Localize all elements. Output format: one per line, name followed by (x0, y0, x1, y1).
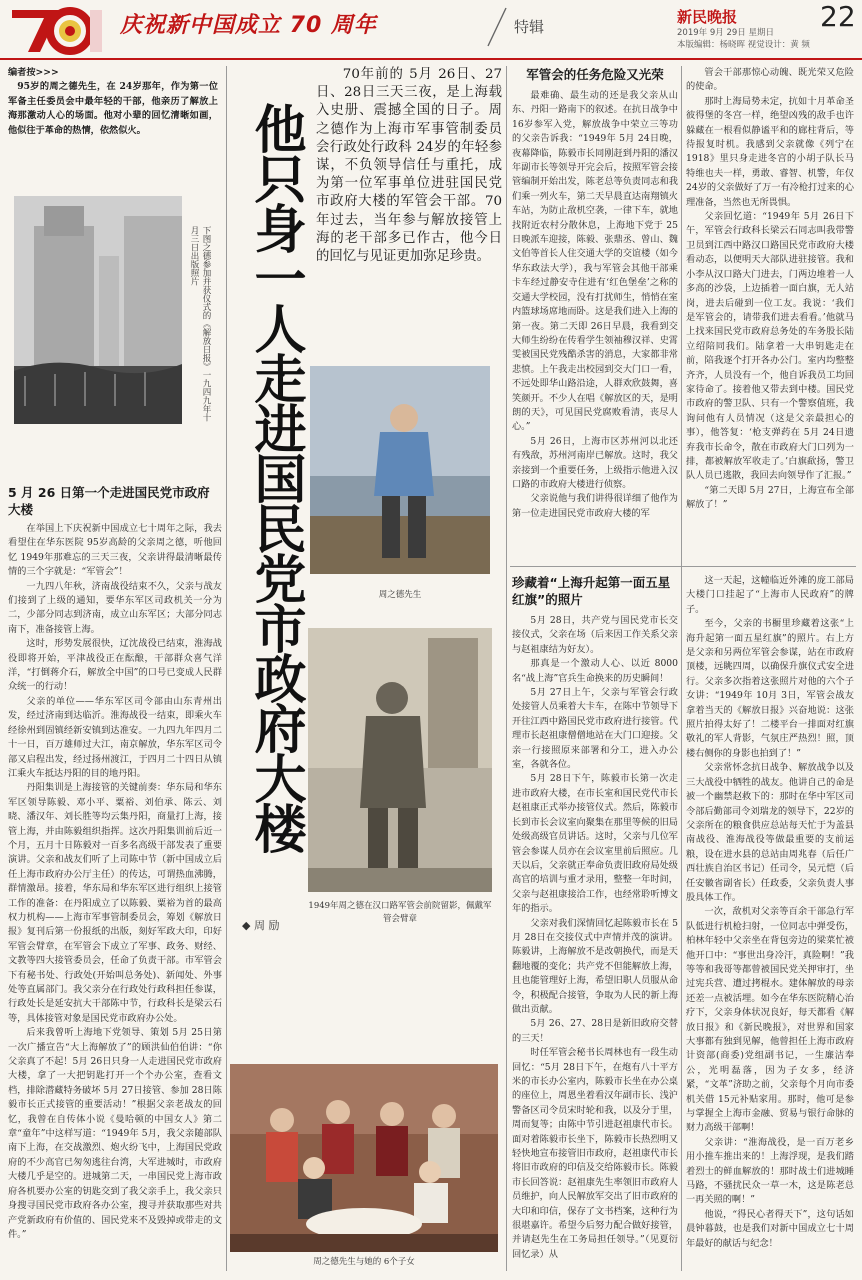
paragraph: 父亲回忆道：“1949年 5月 26日下午，军管会行政科长梁云石同志叫我带警卫员到江西中路汉口路国民党市政府大楼看动态，以便明天大部队进驻接管。我和小李从汉口路大门进去，门两边堆着一人多高的沙袋，上边插着一面白旗，无人站岗，进去后碰到一位工友。我说：‘我们是军管会的，请带我们进去看看。’他就马上找来国民党市政府总务处的车务股长陆立绍陪同我们。陆拿着一大串钥匙走在前，陪我逐个打开各办公门。室内均整整齐齐，人员没有一个，他自诉我员工均回家待命了。接着他又带去到中楼。国民党市政府的警卫队、只有一个警察值班，我询问他有人员情况（这是父亲最担心的事），他答复：‘枪支弹药在 5月 24日遗弃我市长命令，散在市政府大门口列为一排，都被解放军收走了。’白旗歃扬，警卫队人员已逃散，我回去向领导作了汇报。” (686, 211, 854, 482)
section-label: 特辑 (514, 18, 545, 36)
paragraph: 5月 28日下午，陈毅市长第一次走进市政府大楼，在市长室和国民党代市长赵祖康正式举办接管仪式。然后，陈毅市长到市长会议室向聚集在那里等候的旧局处级高级官员讲话。这时，父亲与几位军管会参谋人员亦在会议室里前后照应。几天以后，父亲就正奉命负责旧政府局处级高官的培训与重才录用，整整一年时间，父亲与赵祖康接洽工作，也经常聆听博文年的指示。 (512, 773, 678, 915)
parade-photo (14, 196, 182, 424)
paragraph: 5月 27日上午，父亲与军管会行政处接管人员乘着大卡车，在陈中节领导下开往江西中路国民党市政府进行接管。代理市长赵祖康僧僧地站在大门口迎接。父亲一行接照原来部署和分工，进入办公室，各就各位。 (512, 687, 678, 771)
family-photo-image (230, 1064, 498, 1252)
section1-heading: 5 月 26 日第一个走进国民党市政府大楼 (8, 485, 210, 517)
paragraph: 至今，父亲的书橱里珍藏着这张“上海升起第一面五星红旗”的照片。右上方是父亲和另两位军管会参谋，站在市政府顶楼，远眺四周，以确保升旗仪式安全进行。父亲多次指着这张照片对他的六个子女讲：“1949年 10月 3日，军管会战友拿着当天的《解放日报》兴奋地说：这张照片拍得太好了！二楼平台一排面对红旗敬礼的军人背影，气氛庄严热烈！照，顶楼右侧你的身影也拍到了！” (686, 618, 854, 759)
column-divider (681, 66, 682, 1271)
section3 (512, 574, 678, 1274)
section3-heading: 珍藏着“上海升起第一面五星红旗”的照片 (512, 575, 671, 607)
editor-credits: 本版编辑：杨晓晖 视觉设计：黄 频 (677, 40, 810, 50)
family-photo (230, 1064, 498, 1252)
paragraph: 5月 26、27、28日是新旧政府交替的三天！ (512, 1018, 678, 1044)
soldier-photo-image (308, 628, 492, 892)
paragraph: 父亲常怀念抗日战争、解放战争以及三大战役中牺牲的战友。他讲自己的命是被一个幽禁赵救下的：那时在华中军区司令部后勤部司令刘瑞龙的领导下，22岁的父亲所在的粮食供应总站每天忙于为盖县南战役、淮海战役等做最重要的支前运粮，设在进水县的总站由周兆春（后任广西壮族自治区书记）任司令，吴元恺（后任安徽省副省长）任政委，父亲负责人事股具体工作。 (686, 762, 854, 903)
paragraph: 这一天起，这幢临近外滩的庞工部局大楼门口挂起了“上海市人民政府”的牌子。 (686, 575, 854, 615)
section2 (512, 66, 678, 594)
portrait-photo (310, 366, 490, 574)
portrait-photo-caption: 周之德先生 (378, 590, 422, 600)
paragraph: 父亲说他与我们讲得很详细了他作为第一位走进国民党市政府大楼的军 (512, 493, 678, 519)
lede: 70年前的 5月 26日、27日、28日三天三夜，是上海载入史册、震撼全国的日子。周之德作为上海市军事管制委员会行政处行政科 24岁的年轻参谋，不负领导信任与重托，成为第一位军事单位进驻国民党市政府大楼的军管会干部。70年过去，当年参与解放接管上海的老干部多已作古，他今日的回忆与见证更加弥足珍贵。 (316, 67, 502, 265)
parade-photo-image (14, 196, 182, 424)
paragraph: 在举国上下庆祝新中国成立七十周年之际，我去看望住在华东医院 95岁高龄的父亲周之德，听他回忆 1949年那难忘的三天三夜，父亲讲得最清晰最传情的三个字就是：“军管会”！ (8, 523, 222, 578)
paragraph: 丹阳集训是上海接管的关键前奏：华东局和华东军区领导陈毅、邓小平、粟裕、刘伯承、陈云、刘晓、潘汉年、刘长胜等均云集丹阳，商量打上海，接管上海，并由陈毅组织指挥。这次丹阳集训前后近一个月，五月十日陈毅对一百多名高级干部发表了重要演讲。父亲和战友们听了上司陈中节（新中国成立后任上海市政府办公厅主任）的传达，可谓热血沸腾，群情激昂。接着，华东局和华东军区进行组织上接管工作的准备：在丹阳成立了以陈毅、粟裕为首的最高权力机构——上海市军事管制委员会，筹划《解放日报》复刊后第一份报纸的出版，刻好军政大印，印好军管会臂章，在军管会下成立了军事、政务、财经、文教等四大接管委员会，任命了负责干部。市军管会下有秘书处、行政处(开始叫总务处)、新闻处、外事处等直属部门。我父亲分在行政处行政科担任参谋，行政处长是延安抗大干部陈中节，行政科长是梁云石等，具体接管对象是国民党市政府办公处。 (8, 782, 222, 1024)
paragraph: 后来我曾听上海地下党领导、策划 5月 25日第一次广播宣告“大上海解放了”的顾洪仙伯伯讲：“你父亲真了不起！5月 26日只身一人走进国民党市政府大楼，拿了一大把钥匙打开一个个办公室，查看文档，排除潜藏特务破坏 5月 27日接管、参加 28日陈毅市长正式接管的重要活动！”根据父亲老战友的回忆，我曾在自传体小说《曼哈顿的中国女人》第二章“童年”中这样写道：“1949年 5月，我父亲随部队南下上海，在交战激烈、炮火纷飞中，上海国民党政府的不少高官已匆匆逃往台湾，大军进城时，市政府大楼几乎是空的。进城第二天，一串国民党上海市政府各机要办公室的钥匙交到了我父亲手上，我父亲只身搜寻国民党市政府各办公室，搜寻并获取那些对共产党新政府有价值的、国民党来不及毁掉或带走的文件。” (8, 1027, 222, 1240)
column-divider (506, 66, 507, 1271)
paragraph: 5月 26日，上海市区苏州河以北还有残敌，苏州河南岸已解放。这时，我父亲接到一个重要任务，上级指示他进入汉口路的市政府大楼进行侦察。 (512, 435, 678, 490)
section1-body (8, 522, 222, 1262)
paragraph: 这时，形势发展很快，辽沈战役已结束，淮海战役即将开始，平津战役正在酝酿，干部群众喜气洋洋，“打倒蒋介石，解放全中国”的口号已变成人民群众统一的行动！ (8, 638, 222, 693)
editor-note (8, 66, 218, 158)
section2-heading: 军管会的任务危险又光荣 (526, 67, 664, 82)
author-byline: ◆ 周 励 (242, 919, 280, 932)
anniversary-70-emblem (6, 2, 102, 56)
soldier-photo (308, 628, 492, 892)
editor-note-text: 95岁的周之德先生，在 24岁那年，作为第一位军备主任委员会中最年轻的干部，他亲历了解放上海那激动人心的场面。他对小辈的回忆清晰如画，他似往于革命的热情，依然似火。 (8, 81, 218, 136)
paragraph: 管会干部那惊心动魄、既光荣又危险的使命。 (686, 67, 854, 93)
paragraph: 一次，敌机对父亲等百余干部急行军队低进行机枪扫射，一位同志中弹受伤，柏林年轻中父亲坐在背包旁边的梁菜忙被他开口中：“事世出身冷汗，真险啊！”我等等和我哥等都曾被国民党关押审打，坐过宪兵营、遭过拷棍水。建体解放的母亲还差一点被活埋。如今在华东医院精心治疗下，父亲身体状况良好，每天都看《解放日报》和《新民晚报》，对世界和国家大事都有独到见解，他曾担任上海市政府计资部(商委)党组副书记，一生廉洁奉公，光明磊落，因为子女多，经济紧，“文革”济助之前，父亲每个月向市委机关借 15元补贴家用。那时，他可是参与掌握全上海市金融、贸易与银行命脉的财力高级干部啊！ (686, 906, 854, 1134)
section-divider (510, 566, 856, 567)
paragraph: 父亲对我们深情回忆起陈毅市长在 5月 28日在交接仪式中声情并茂的演讲。陈毅讲，上海解放不是改朝换代，而是天翻地覆的变化；共产党不但能解放上海，且也能管理好上海，希望旧职人员服从命令，积极配合接管，争取为人民的新上海做出贡献。 (512, 917, 678, 1015)
editor-note-label: 编者按>>> (8, 67, 59, 78)
issue-date: 2019年 9月 29日 星期日 (677, 28, 774, 38)
page-number: 22 (820, 0, 856, 33)
portrait-photo-image (310, 366, 490, 574)
banner-title: 庆祝新中国成立 70 周年 (120, 13, 377, 38)
paragraph: 那时上海局势未定，抗如十月革命圣彼得堡的冬宫一样，绝望凶残的敌手也许躲藏在一根看似静谧平和的廊柱背后，等待报复时机。我感到父亲就像《列宁在 1918》里只身走进冬宫的小胡子队长马特维也夫一样，勇敢、睿智、机警，年仅 24岁的父亲做好了万一有冷枪打过来的心理准备，当然也无所畏惧。 (686, 95, 854, 208)
paragraph: 父亲的单位——华东军区司令部由山东青州出发，经过济南到达临沂。淮海战役一结束，即乘火车经徐州到固镇经新安镇到达准安。一九四九年四月二十一日，百万雄师过大江，南京解放，华东军区司令部又启程出发，经过扬州渡江，于四月二十四日从镇江乘火车抵达丹阳的目的地丹阳。 (8, 695, 222, 779)
parade-photo-caption: 下图之德参加并获仪式的《解放日报》一九四九年十月三日出版照片 (189, 226, 211, 422)
banner-divider-slash (484, 4, 510, 50)
family-photo-caption: 周之德先生与她的 6个子女 (313, 1257, 415, 1267)
section2-body (512, 89, 678, 569)
paper-name: 新民晚报 (677, 8, 738, 26)
paragraph: 5月 28日，共产党与国民党市长交接仪式，父亲在场（后来因工作关系父亲与赵祖康结为好友）。 (512, 615, 678, 655)
paragraph: 时任军管会秘书长周林也有一段生动回忆：“5月 28日下午，在炮有八十平方米的市长办公室内，陈毅市长坐在办公桌的座位上，周恩坐着看汉年副市长、浅沪警备区司令员宋时轮和我，以及分于里，周而复等；由陈中节引进赵祖康代市长。面对着陈毅市长坐下，陈毅市长热烈明又轻快地宣布接管旧市政府，赵祖康代市长将旧市政府的印信及交给陈毅市长。陈毅市长回答说：赵祖康先生率领旧市政府人员维护，向人民解放军交出了旧市政府的大印和印信，保存了文书档案，这种行为很堪嘉许。希望今后努力配合做好接管，并请赵先生在工务局担任领导。”（见夏衍回忆录）从 (512, 1047, 678, 1260)
column-divider (226, 66, 227, 1271)
headline: 他只身一人走进国民党市政府大楼 (245, 102, 305, 852)
section1 (8, 484, 222, 1274)
masthead-rule (0, 58, 862, 60)
paragraph: “第二天即 5月 27日，上海宣布全部解放了！” (686, 484, 854, 511)
paragraph: 一九四八年秋，济南战役结束不久，父亲与战友们接到了上级的通知，要华东军区司政机关一分为二，少部分同志到济南，成立山东军区；大部分同志南下，准备接管上海。 (8, 580, 222, 635)
paragraph: 父亲讲：“淮海战役，是一百万老乡用小推车推出来的！上海浮现，是我们踏着烈士的鲜血解放的！那时战士们进城睡马路，不骚扰民众一草一木，这是陈老总一再关照的啊！” (686, 1136, 854, 1206)
soldier-photo-caption: 1949年周之德在汉口路军管会前院留影，佩戴军管会臂章 (308, 901, 492, 924)
section3-continued (686, 574, 854, 1274)
paragraph: 那真是一个激动人心、以近 8000名“战上海”官兵生命换来的历史瞬间！ (512, 658, 678, 684)
paragraph: 最难确、最生动的还是我父亲从山东、丹阳一路南下的叙述。在抗日战争中 16岁参军入党，解放战争中荣立三等功的父亲告诉我：“1949年 5月 24日晚，夜幕降临，陈毅市长同刚赶到丹阳的潘汉年副市长等领导开完会后，按照军管会接管编制开始出发，陈老总等负责同志和我们乘一列火车，第二天早晨直达南翔镇火车站，为防止敌机空袭，一律下车，就地找附近农村分散休息，上海地下党于 25日晚派车迎接，陈毅、张鼎丞、曾山、魏文伯等首长人住交通大学的交谊楼（如今华东政法大学），我与军管会其他干部乘卡车经过静安寺住进有‘红色堡垒’之称的交通大学校园，没有打扰师生，悄悄在室内篮球场席地而卧。这是我们进入上海的第一夜。第二天即 26日早晨，我看到交大师生纷纷在传看学生领袖穆汉祥、史霄雯被国民党残酷杀害的消息，大家都非常悲愤。上午我走出校园到交大门口一看，不远处即华山路沿途，人群欢欣鼓舞，喜笑颜开。不少人在唱《解放区的天，是明朗的天》，可见国民党腐败看清，丧尽人心。” (512, 90, 678, 433)
section3-body (512, 614, 678, 1274)
section2-continued (686, 66, 854, 550)
paragraph: 他说，“得民心者得天下”，这句话如晨钟暮鼓，也是我们对新中国成立七十周年最好的献话与纪念！ (686, 1208, 854, 1249)
masthead (0, 0, 862, 58)
